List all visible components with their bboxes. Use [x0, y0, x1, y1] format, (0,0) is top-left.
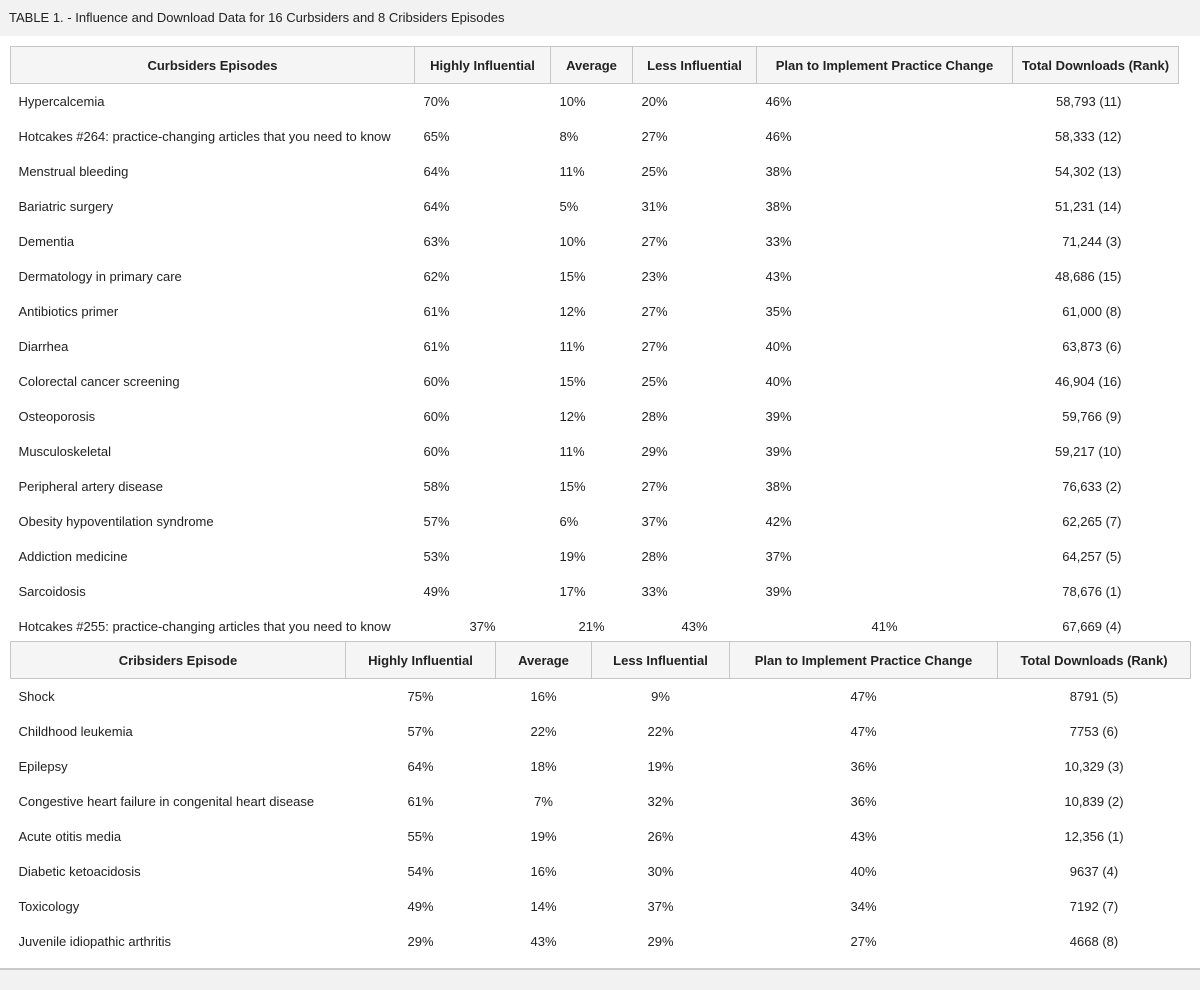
cell-average: 16%	[530, 689, 557, 704]
table-row	[11, 189, 1179, 224]
table-row	[11, 259, 1179, 294]
cell-average: 8%	[559, 129, 579, 144]
col-header-plan-to-implement: Plan to Implement Practice Change	[730, 642, 998, 679]
cell-less-influential: 32%	[647, 794, 674, 809]
cell-average: 11%	[559, 444, 585, 459]
cell-highly-influential: 54%	[407, 864, 434, 879]
cell-plan-to-implement: 46%	[765, 94, 792, 109]
table-row	[11, 399, 1179, 434]
cell-episode: Diarrhea	[18, 339, 69, 354]
cell-episode: Bariatric surgery	[18, 199, 114, 214]
cell-average: 12%	[559, 409, 586, 424]
cell-highly-influential: 62%	[423, 269, 450, 284]
cell-less-influential: 28%	[641, 409, 668, 424]
cell-highly-influential: 60%	[423, 444, 450, 459]
cell-episode: Musculoskeletal	[18, 444, 111, 459]
cell-total-downloads: 59,217 (10)	[1055, 444, 1122, 459]
cell-episode: Colorectal cancer screening	[18, 374, 180, 389]
cell-total-downloads: 78,676 (1)	[1062, 584, 1122, 599]
cell-plan-to-implement: 43%	[765, 269, 792, 284]
table-row	[11, 889, 1191, 924]
cribsiders-table	[10, 641, 1191, 959]
cell-total-downloads: 4668 (8)	[1069, 934, 1119, 949]
cell-episode: Obesity hypoventilation syndrome	[18, 514, 214, 529]
cell-plan-to-implement: 33%	[765, 234, 792, 249]
cell-average: 43%	[530, 934, 557, 949]
cell-less-influential: 27%	[641, 479, 668, 494]
curbsiders-body	[11, 84, 1179, 645]
cell-plan-to-implement: 36%	[850, 794, 877, 809]
cell-less-influential: 31%	[641, 199, 668, 214]
cell-highly-influential: 49%	[423, 584, 450, 599]
cell-less-influential: 20%	[641, 94, 668, 109]
table-row	[11, 819, 1191, 854]
col-header-total-downloads: Total Downloads (Rank)	[1013, 47, 1179, 84]
cell-plan-to-implement: 39%	[765, 409, 792, 424]
cell-average: 22%	[530, 724, 557, 739]
cell-total-downloads: 48,686 (15)	[1055, 269, 1122, 284]
table-row	[11, 539, 1179, 574]
table-row	[11, 329, 1179, 364]
cell-less-influential: 27%	[641, 129, 668, 144]
cell-total-downloads: 61,000 (8)	[1062, 304, 1122, 319]
cell-less-influential: 33%	[641, 584, 668, 599]
cell-less-influential: 25%	[641, 374, 668, 389]
cell-average: 19%	[559, 549, 586, 564]
table-row	[11, 679, 1191, 715]
cell-less-influential: 27%	[641, 339, 668, 354]
cell-total-downloads: 76,633 (2)	[1062, 479, 1122, 494]
cell-less-influential: 26%	[647, 829, 674, 844]
table-row	[11, 749, 1191, 784]
cell-less-influential: 22%	[647, 724, 674, 739]
cell-total-downloads: 62,265 (7)	[1062, 514, 1122, 529]
cell-episode: Toxicology	[18, 899, 80, 914]
cell-plan-to-implement: 38%	[765, 479, 792, 494]
cell-highly-influential: 49%	[407, 899, 434, 914]
cell-total-downloads: 58,333 (12)	[1055, 129, 1122, 144]
cell-episode: Juvenile idiopathic arthritis	[18, 934, 171, 949]
table-row	[11, 154, 1179, 189]
cell-total-downloads: 54,302 (13)	[1055, 164, 1122, 179]
cell-episode: Hypercalcemia	[18, 94, 105, 109]
cell-highly-influential: 61%	[407, 794, 434, 809]
table-row	[11, 574, 1179, 609]
table-row	[11, 294, 1179, 329]
cell-total-downloads: 7192 (7)	[1069, 899, 1119, 914]
cell-plan-to-implement: 36%	[850, 759, 877, 774]
cell-plan-to-implement: 41%	[871, 619, 898, 634]
cell-plan-to-implement: 37%	[765, 549, 792, 564]
cell-highly-influential: 63%	[423, 234, 450, 249]
table-row	[11, 714, 1191, 749]
cell-highly-influential: 58%	[423, 479, 450, 494]
cell-average: 15%	[559, 374, 586, 389]
col-header-less-influential: Less Influential	[633, 47, 757, 84]
cell-episode: Menstrual bleeding	[18, 164, 129, 179]
cell-total-downloads: 58,793 (11)	[1055, 94, 1122, 109]
cell-less-influential: 29%	[647, 934, 674, 949]
cell-plan-to-implement: 40%	[765, 339, 792, 354]
col-header-episode: Curbsiders Episodes	[11, 47, 415, 84]
cell-plan-to-implement: 47%	[850, 724, 877, 739]
cell-highly-influential: 57%	[407, 724, 434, 739]
cell-episode: Congestive heart failure in congenital heart disease	[18, 794, 315, 809]
cell-less-influential: 25%	[641, 164, 668, 179]
col-header-average: Average	[551, 47, 633, 84]
col-header-highly-influential: Highly Influential	[346, 642, 496, 679]
cell-less-influential: 28%	[641, 549, 668, 564]
table-row	[11, 364, 1179, 399]
col-header-highly-influential: Highly Influential	[415, 47, 551, 84]
cell-episode: Antibiotics primer	[18, 304, 119, 319]
cell-average: 15%	[559, 479, 586, 494]
cell-highly-influential: 70%	[423, 94, 450, 109]
cell-episode: Childhood leukemia	[18, 724, 133, 739]
cell-plan-to-implement: 39%	[765, 584, 792, 599]
cell-episode: Dementia	[18, 234, 75, 249]
cell-average: 6%	[559, 514, 579, 529]
cell-episode: Osteoporosis	[18, 409, 96, 424]
cell-plan-to-implement: 47%	[850, 689, 877, 704]
cell-plan-to-implement: 39%	[765, 444, 792, 459]
cell-average: 14%	[530, 899, 557, 914]
curbsiders-table	[10, 46, 1179, 644]
cell-total-downloads: 10,329 (3)	[1064, 759, 1124, 774]
cribsiders-header-row	[11, 642, 1191, 679]
col-header-total-downloads: Total Downloads (Rank)	[998, 642, 1191, 679]
cell-total-downloads: 46,904 (16)	[1055, 374, 1122, 389]
col-header-episode: Cribsiders Episode	[11, 642, 346, 679]
cell-average: 7%	[534, 794, 553, 809]
cell-less-influential: 9%	[651, 689, 670, 704]
cell-episode: Shock	[18, 689, 55, 704]
cell-less-influential: 43%	[681, 619, 708, 634]
cell-episode: Epilepsy	[18, 759, 68, 774]
cell-total-downloads: 9637 (4)	[1069, 864, 1119, 879]
cell-plan-to-implement: 38%	[765, 164, 792, 179]
cell-less-influential: 37%	[641, 514, 668, 529]
cell-average: 18%	[530, 759, 557, 774]
cell-highly-influential: 75%	[407, 689, 434, 704]
cell-highly-influential: 61%	[423, 304, 450, 319]
cell-total-downloads: 51,231 (14)	[1055, 199, 1122, 214]
cell-plan-to-implement: 34%	[850, 899, 877, 914]
curbsiders-header-row	[11, 47, 1179, 84]
cell-episode: Sarcoidosis	[18, 584, 86, 599]
cell-less-influential: 37%	[647, 899, 674, 914]
cell-plan-to-implement: 35%	[765, 304, 792, 319]
cell-highly-influential: 60%	[423, 409, 450, 424]
table-row	[11, 434, 1179, 469]
cell-highly-influential: 37%	[469, 619, 496, 634]
table-row	[11, 784, 1191, 819]
table-row	[11, 504, 1179, 539]
cell-episode: Addiction medicine	[18, 549, 128, 564]
cell-total-downloads: 63,873 (6)	[1062, 339, 1122, 354]
cell-highly-influential: 65%	[423, 129, 450, 144]
col-header-average: Average	[496, 642, 592, 679]
cell-highly-influential: 53%	[423, 549, 450, 564]
cell-highly-influential: 57%	[423, 514, 450, 529]
cell-average: 15%	[559, 269, 586, 284]
cell-less-influential: 29%	[641, 444, 668, 459]
cell-plan-to-implement: 40%	[850, 864, 877, 879]
cell-average: 16%	[530, 864, 557, 879]
cell-episode: Diabetic ketoacidosis	[18, 864, 141, 879]
cell-average: 10%	[559, 234, 586, 249]
col-header-plan-to-implement: Plan to Implement Practice Change	[757, 47, 1013, 84]
cell-episode: Hotcakes #264: practice-changing articles that you need to know	[18, 129, 391, 144]
cell-average: 5%	[559, 199, 579, 214]
cell-less-influential: 23%	[641, 269, 668, 284]
table-row	[11, 84, 1179, 120]
cell-average: 11%	[559, 339, 585, 354]
table-row	[11, 924, 1191, 959]
cell-total-downloads: 10,839 (2)	[1064, 794, 1124, 809]
cell-less-influential: 27%	[641, 304, 668, 319]
cell-highly-influential: 61%	[423, 339, 450, 354]
cell-plan-to-implement: 42%	[765, 514, 792, 529]
table-caption: TABLE 1. - Influence and Download Data for 16 Curbsiders and 8 Cribsiders Episodes	[0, 0, 1200, 36]
col-header-less-influential: Less Influential	[592, 642, 730, 679]
cell-average: 12%	[559, 304, 586, 319]
cell-plan-to-implement: 40%	[765, 374, 792, 389]
cell-highly-influential: 64%	[423, 164, 450, 179]
cell-episode: Peripheral artery disease	[18, 479, 164, 494]
cell-less-influential: 27%	[641, 234, 668, 249]
table-row	[11, 469, 1179, 504]
cell-plan-to-implement: 46%	[765, 129, 792, 144]
cell-episode: Dermatology in primary care	[18, 269, 182, 284]
cell-average: 11%	[559, 164, 585, 179]
cell-total-downloads: 71,244 (3)	[1062, 234, 1122, 249]
cell-less-influential: 19%	[647, 759, 674, 774]
cell-total-downloads: 59,766 (9)	[1062, 409, 1122, 424]
table-row	[11, 609, 1179, 644]
cell-total-downloads: 64,257 (5)	[1062, 549, 1122, 564]
cribsiders-body	[11, 679, 1191, 960]
cell-total-downloads: 67,669 (4)	[1062, 619, 1122, 634]
cell-less-influential: 30%	[647, 864, 674, 879]
cell-total-downloads: 8791 (5)	[1069, 689, 1119, 704]
cell-highly-influential: 29%	[407, 934, 434, 949]
cell-average: 19%	[530, 829, 557, 844]
table-row	[11, 224, 1179, 259]
cell-highly-influential: 64%	[407, 759, 434, 774]
cell-plan-to-implement: 27%	[850, 934, 877, 949]
cell-highly-influential: 64%	[423, 199, 450, 214]
cell-average: 17%	[559, 584, 586, 599]
cell-episode: Acute otitis media	[18, 829, 122, 844]
cell-episode: Hotcakes #255: practice-changing articles that you need to know	[18, 619, 391, 634]
cell-highly-influential: 60%	[423, 374, 450, 389]
table-row	[11, 119, 1179, 154]
cell-plan-to-implement: 38%	[765, 199, 792, 214]
cell-highly-influential: 55%	[407, 829, 434, 844]
cell-total-downloads: 7753 (6)	[1069, 724, 1119, 739]
table-panel	[0, 36, 1200, 970]
cell-total-downloads: 12,356 (1)	[1064, 829, 1124, 844]
cell-average: 10%	[559, 94, 586, 109]
cell-average: 21%	[578, 619, 605, 634]
cell-plan-to-implement: 43%	[850, 829, 877, 844]
table-row	[11, 854, 1191, 889]
